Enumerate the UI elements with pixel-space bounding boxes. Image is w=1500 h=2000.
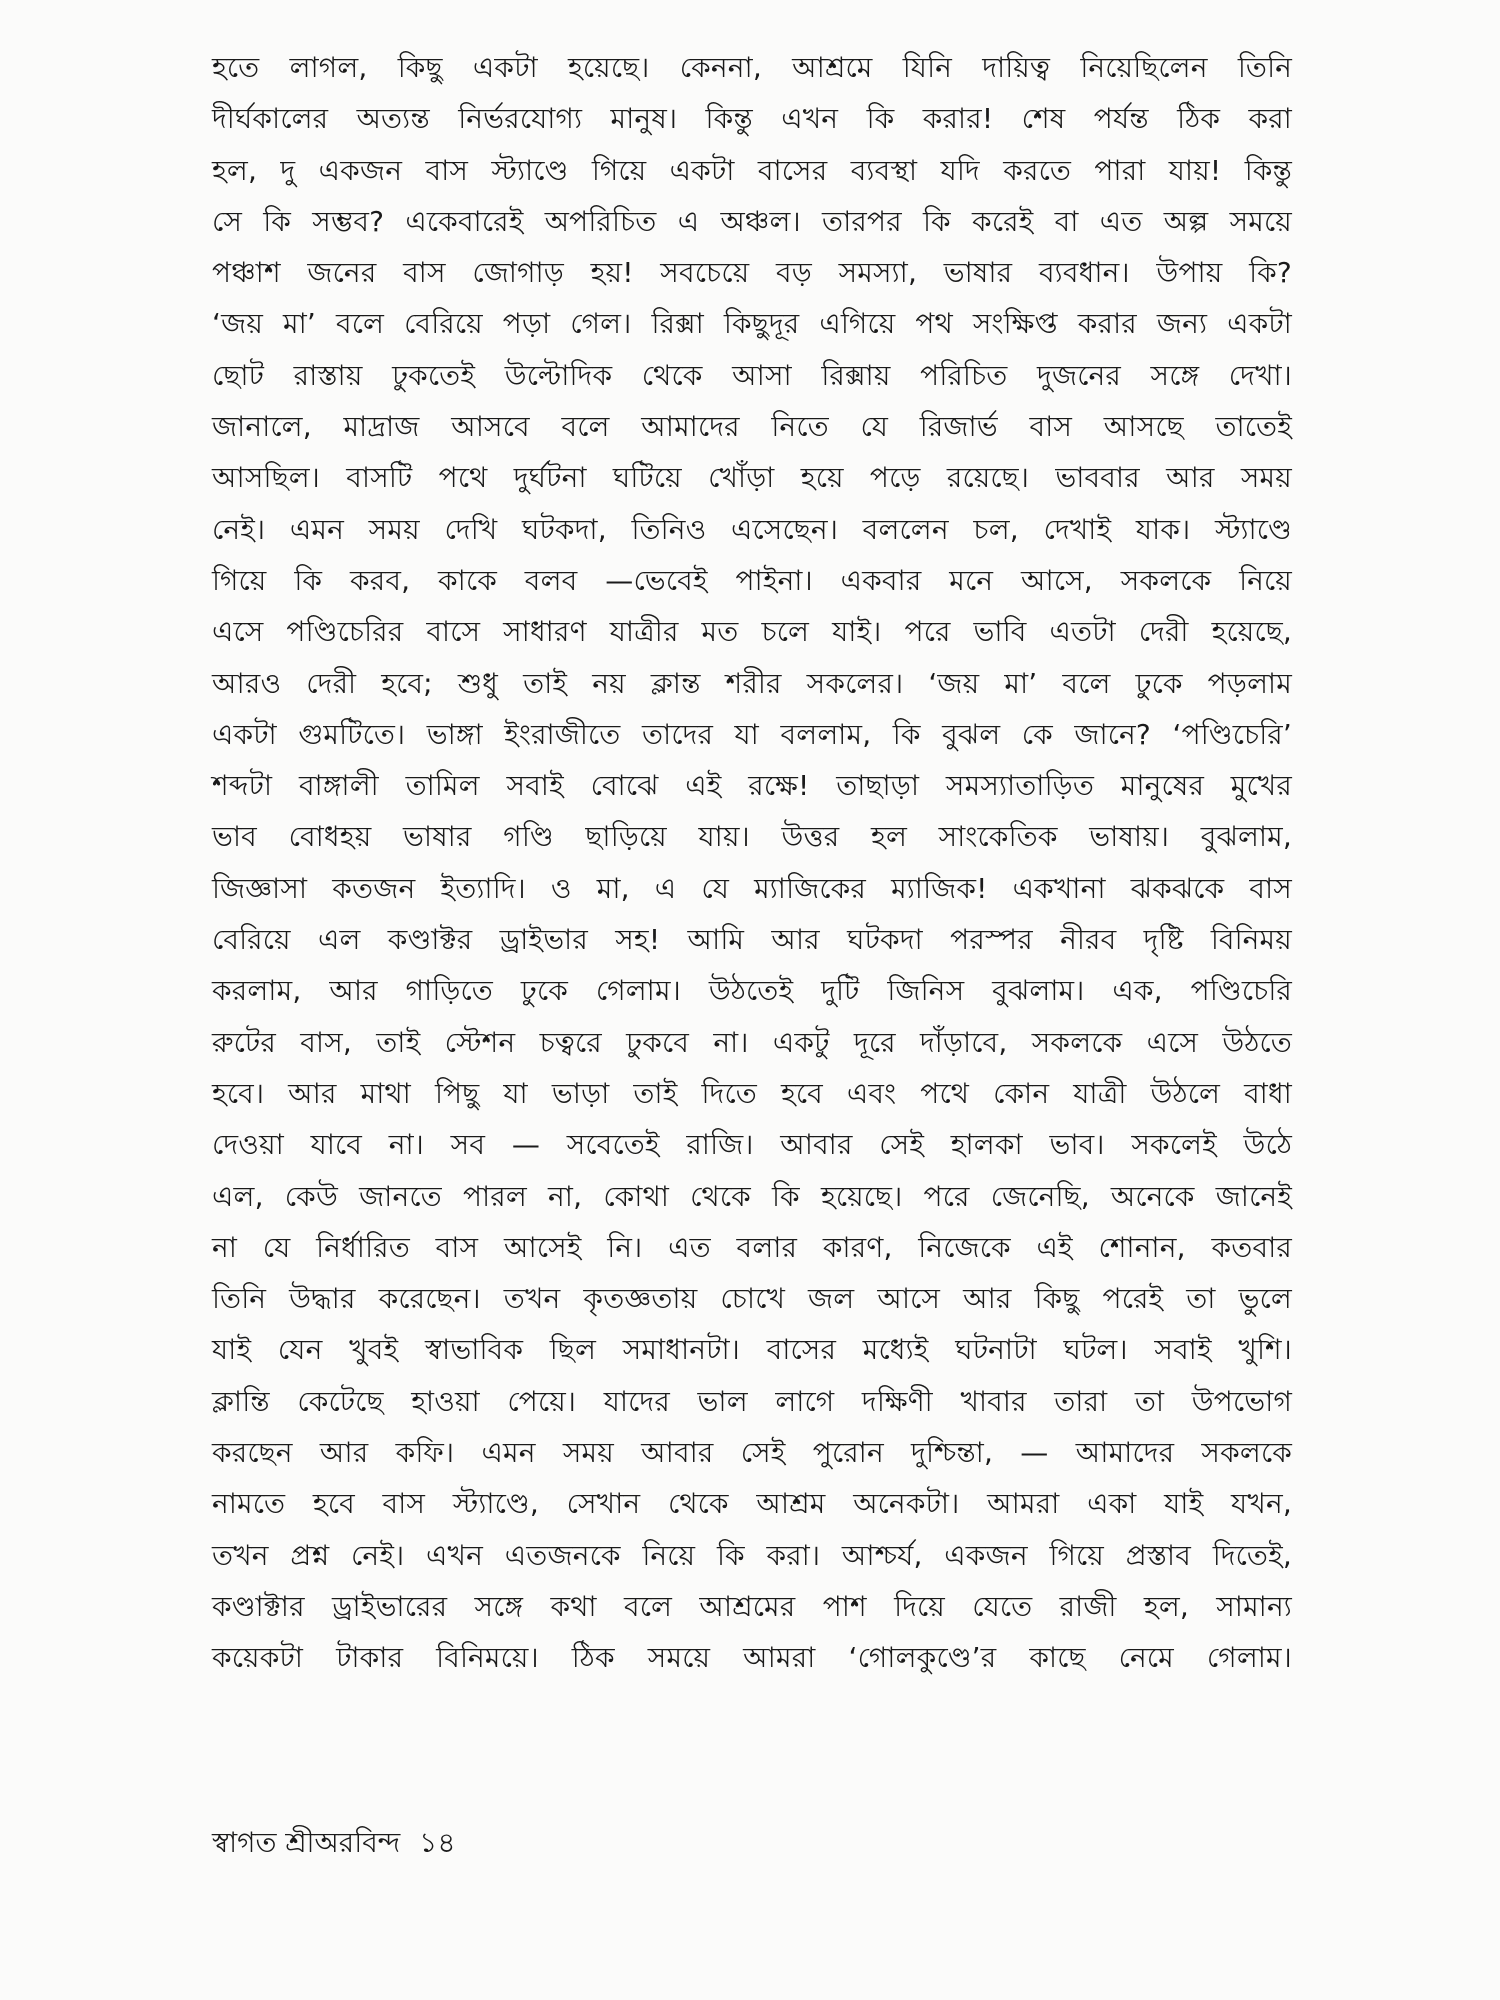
- text-line: নেই। এমন সময় দেখি ঘটকদা, তিনিও এসেছেন। বললেন চল, দেখাই যাক। স্ট্যাণ্ডে: [212, 512, 1292, 546]
- text-line: জানালে, মাদ্রাজ আসবে বলে আমাদের নিতে যে রিজার্ভ বাস আসছে তাতেই: [212, 410, 1292, 444]
- text-line: আসছিল। বাসটি পথে দুর্ঘটনা ঘটিয়ে খোঁড়া হয়ে পড়ে রয়েছে। ভাববার আর সময়: [212, 461, 1292, 495]
- text-line: তখন প্রশ্ন নেই। এখন এতজনকে নিয়ে কি করা। আশ্চর্য, একজন গিয়ে প্রস্তাব দিতেই,: [212, 1538, 1292, 1572]
- text-line: আরও দেরী হবে; শুধু তাই নয় ক্লান্ত শরীর সকলের। ‘জয় মা’ বলে ঢুকে পড়লাম: [212, 666, 1292, 700]
- text-line: ভাব বোধহয় ভাষার গণ্ডি ছাড়িয়ে যায়। উত্তর হল সাংকেতিক ভাষায়। বুঝলাম,: [212, 820, 1292, 854]
- text-line: তিনি উদ্ধার করেছেন। তখন কৃতজ্ঞতায় চোখে জল আসে আর কিছু পরেই তা ভুলে: [212, 1282, 1292, 1316]
- text-line: জিজ্ঞাসা কতজন ইত্যাদি। ও মা, এ যে ম্যাজিকের ম্যাজিক! একখানা ঝকঝকে বাস: [212, 871, 1292, 905]
- text-line: না যে নির্ধারিত বাস আসেই নি। এত বলার কারণ, নিজেকে এই শোনান, কতবার: [212, 1230, 1292, 1264]
- text-line: গিয়ে কি করব, কাকে বলব —ভেবেই পাইনা। একবার মনে আসে, সকলকে নিয়ে: [212, 563, 1292, 597]
- text-line: একটা গুমটিতে। ভাঙ্গা ইংরাজীতে তাদের যা বললাম, কি বুঝল কে জানে? ‘পণ্ডিচেরি’: [212, 717, 1292, 751]
- text-line: নামতে হবে বাস স্ট্যাণ্ডে, সেখান থেকে আশ্রম অনেকটা। আমরা একা যাই যখন,: [212, 1487, 1292, 1521]
- page-footer: [212, 1813, 466, 1873]
- body-text: [212, 42, 1292, 1684]
- text-line: কয়েকটা টাকার বিনিময়ে। ঠিক সময়ে আমরা ‘গোলকুণ্ডে’র কাছে নেমে গেলাম।: [212, 1641, 1292, 1675]
- text-line: যাই যেন খুবই স্বাভাবিক ছিল সমাধানটা। বাসের মধ্যেই ঘটনাটা ঘটল। সবাই খুশি।: [212, 1333, 1292, 1367]
- text-line: এল, কেউ জানতে পারল না, কোথা থেকে কি হয়েছে। পরে জেনেছি, অনেকে জানেই: [212, 1179, 1292, 1213]
- text-line: করছেন আর কফি। এমন সময় আবার সেই পুরোন দুশ্চিন্তা, — আমাদের সকলকে: [212, 1436, 1292, 1470]
- text-line: রুটের বাস, তাই স্টেশন চত্বরে ঢুকবে না। একটু দূরে দাঁড়াবে, সকলকে এসে উঠতে: [212, 1025, 1292, 1059]
- text-line: হতে লাগল, কিছু একটা হয়েছে। কেননা, আশ্রমে যিনি দায়িত্ব নিয়েছিলেন তিনি: [212, 51, 1292, 84]
- book-title: স্বাগত শ্রীঅরবিন্দ: [212, 1826, 401, 1859]
- text-line: বেরিয়ে এল কণ্ডাক্টর ড্রাইভার সহ! আমি আর ঘটকদা পরস্পর নীরব দৃষ্টি বিনিময়: [212, 923, 1292, 957]
- text-line: ক্লান্তি কেটেছে হাওয়া পেয়ে। যাদের ভাল লাগে দক্ষিণী খাবার তারা তা উপভোগ: [212, 1384, 1292, 1418]
- text-line: দেওয়া যাবে না। সব — সবেতেই রাজি। আবার সেই হালকা ভাব। সকলেই উঠে: [212, 1128, 1292, 1162]
- text-line: করলাম, আর গাড়িতে ঢুকে গেলাম। উঠতেই দুটি জিনিস বুঝলাম। এক, পণ্ডিচেরি: [212, 974, 1292, 1008]
- text-line: হল, দু একজন বাস স্ট্যাণ্ডে গিয়ে একটা বাসের ব্যবস্থা যদি করতে পারা যায়! কিন্তু: [212, 153, 1292, 187]
- text-line: ছোট রাস্তায় ঢুকতেই উল্টোদিক থেকে আসা রিক্সায় পরিচিত দুজনের সঙ্গে দেখা।: [212, 358, 1292, 392]
- page-number: ১৪: [419, 1826, 456, 1859]
- text-line: সে কি সম্ভব? একেবারেই অপরিচিত এ অঞ্চল। তারপর কি করেই বা এত অল্প সময়ে: [212, 204, 1292, 238]
- text-line: হবে। আর মাথা পিছু যা ভাড়া তাই দিতে হবে এবং পথে কোন যাত্রী উঠলে বাধা: [212, 1076, 1292, 1110]
- text-line: শব্দটা বাঙ্গালী তামিল সবাই বোঝে এই রক্ষে! তাছাড়া সমস্যাতাড়িত মানুষের মুখের: [212, 769, 1292, 803]
- text-line: দীর্ঘকালের অত্যন্ত নির্ভরযোগ্য মানুষ। কিন্তু এখন কি করার! শেষ পর্যন্ত ঠিক করা: [212, 102, 1292, 136]
- text-line: ‘জয় মা’ বলে বেরিয়ে পড়া গেল। রিক্সা কিছুদূর এগিয়ে পথ সংক্ষিপ্ত করার জন্য একটা: [212, 307, 1292, 341]
- text-line: এসে পণ্ডিচেরির বাসে সাধারণ যাত্রীর মত চলে যাই। পরে ভাবি এতটা দেরী হয়েছে,: [212, 615, 1292, 649]
- text-line: কণ্ডাক্টার ড্রাইভারের সঙ্গে কথা বলে আশ্রমের পাশ দিয়ে যেতে রাজী হল, সামান্য: [212, 1589, 1292, 1623]
- text-line: পঞ্চাশ জনের বাস জোগাড় হয়! সবচেয়ে বড় সমস্যা, ভাষার ব্যবধান। উপায় কি?: [212, 256, 1292, 290]
